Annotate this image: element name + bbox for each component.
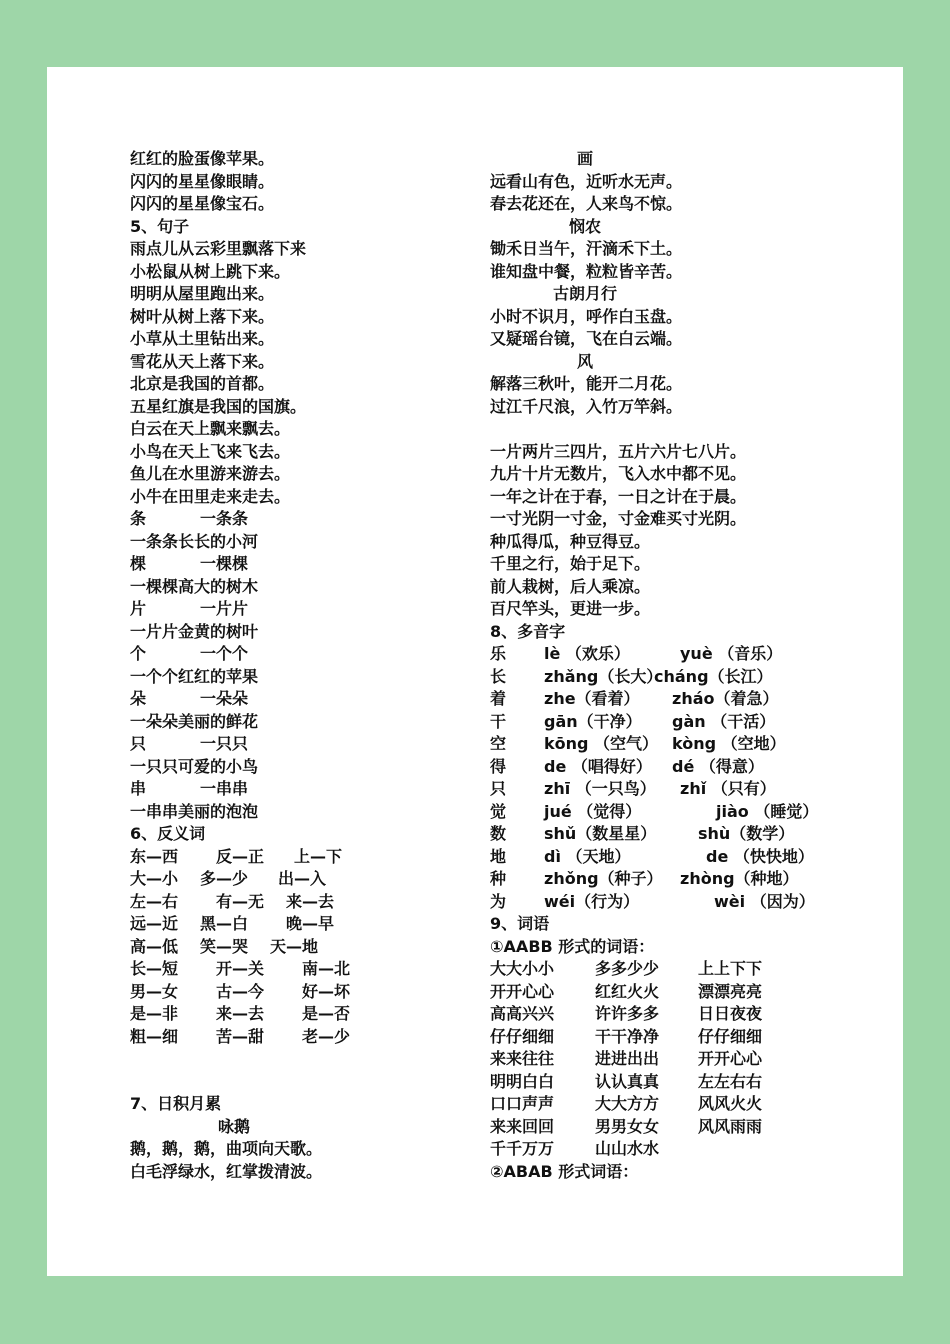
antonym-pair: 老—少 — [302, 1026, 351, 1046]
polyphone-reading: zhe（看着） — [544, 689, 640, 708]
word: 红红火火 — [595, 981, 660, 1001]
measure-repeat: 一只只 — [200, 734, 249, 753]
antonym-row — [130, 981, 470, 1004]
antonym-pair: 开—关 — [216, 959, 265, 978]
polyphone-char: 只 — [490, 779, 507, 798]
poem-line: 春去花还在，人来鸟不惊。 — [490, 194, 683, 213]
antonym-pair: 古—今 — [216, 981, 265, 1001]
antonym-pair: 大—小 — [130, 869, 179, 888]
sentence-line: 白云在天上飘来飘去。 — [130, 419, 291, 438]
polyphone-reading: zhǒng（种子） — [544, 869, 663, 888]
measure-row — [130, 553, 470, 576]
word: 进进出出 — [595, 1049, 660, 1068]
polyphone-row — [490, 666, 890, 689]
measure-repeat: 一条条 — [200, 509, 249, 528]
polyphone-row — [490, 891, 890, 914]
polyphone-char: 干 — [490, 711, 507, 731]
word-row — [490, 958, 890, 981]
measure-phrase: 一个个红红的苹果 — [130, 666, 259, 686]
polyphone-reading: de （快快地） — [706, 846, 814, 866]
poem-line: 白毛浮绿水，红掌拨清波。 — [130, 1161, 323, 1181]
word: 高高兴兴 — [490, 1004, 555, 1023]
measure-repeat: 一棵棵 — [200, 554, 249, 573]
measure-word: 条 — [130, 509, 147, 528]
word: 口口声声 — [490, 1094, 555, 1113]
measure-word: 棵 — [130, 554, 147, 573]
polyphone-row — [490, 711, 890, 734]
antonym-row — [130, 936, 470, 959]
polyphone-row — [490, 688, 890, 711]
polyphone-row — [490, 823, 890, 846]
sentence-line: 鱼儿在水里游来游去。 — [130, 464, 291, 483]
polyphone-row — [490, 643, 890, 666]
polyphone-reading: zháo（着急） — [672, 689, 779, 708]
word-row — [490, 1048, 890, 1071]
antonym-pair: 笑—哭 — [200, 936, 249, 956]
polyphone-reading: wèi （因为） — [714, 891, 815, 911]
polyphone-reading: zhī （一只鸟） — [544, 779, 656, 798]
measure-repeat: 一个个 — [200, 644, 249, 663]
poem-line: 又疑瑶台镜，飞在白云端。 — [490, 329, 683, 348]
antonym-pair: 来—去 — [286, 891, 335, 911]
polyphone-row — [490, 868, 890, 891]
measure-row — [130, 508, 470, 531]
word: 许许多多 — [595, 1004, 660, 1023]
polyphone-reading: dé （得意） — [672, 756, 764, 776]
antonym-row — [130, 891, 470, 914]
word: 开开心心 — [698, 1049, 763, 1068]
antonym-pair: 多—少 — [200, 869, 249, 888]
antonym-pair: 粗—细 — [130, 1026, 179, 1046]
poem-title-text: 风 — [576, 351, 593, 371]
word-row — [490, 1003, 890, 1026]
word: 开开心心 — [490, 981, 555, 1001]
polyphone-reading: dì （天地） — [544, 846, 631, 866]
saying-line: 百尺竿头，更进一步。 — [490, 599, 651, 618]
measure-phrase: 一串串美丽的泡泡 — [130, 801, 259, 821]
measure-word: 个 — [130, 644, 147, 663]
measure-word: 朵 — [130, 689, 147, 708]
antonym-pair: 高—低 — [130, 936, 179, 956]
section-title-sentences: 5、句子 — [130, 216, 190, 236]
right-column — [490, 148, 890, 1183]
word-row — [490, 1093, 890, 1116]
polyphone-reading: jiào （睡觉） — [716, 801, 819, 821]
subsection-title-abab: ②ABAB 形式词语： — [490, 1161, 639, 1181]
polyphone-reading: gàn （干活） — [672, 711, 776, 731]
measure-row — [130, 598, 470, 621]
poem-line: 远看山有色，近听水无声。 — [490, 171, 683, 191]
sentence-line: 小草从土里钻出来。 — [130, 329, 275, 348]
antonym-pair: 长—短 — [130, 959, 179, 978]
measure-repeat: 一朵朵 — [200, 689, 249, 708]
polyphone-reading: lè （欢乐） — [544, 644, 630, 663]
word: 千千万万 — [490, 1139, 555, 1158]
text-line: 红红的脸蛋像苹果。 — [130, 149, 275, 168]
measure-row — [130, 643, 470, 666]
sentence-line: 树叶从树上落下来。 — [130, 306, 275, 326]
polyphone-reading: kòng （空地） — [672, 734, 786, 753]
antonym-pair: 有—无 — [216, 891, 265, 911]
antonym-pair: 南—北 — [302, 959, 351, 978]
word: 日日夜夜 — [698, 1004, 763, 1023]
measure-repeat: 一串串 — [200, 779, 249, 798]
measure-word: 片 — [130, 599, 147, 618]
measure-row — [130, 688, 470, 711]
polyphone-reading: shù（数学） — [698, 824, 795, 843]
polyphone-row — [490, 733, 890, 756]
measure-phrase: 一条条长长的小河 — [130, 531, 259, 551]
saying-line: 前人栽树，后人乘凉。 — [490, 576, 651, 596]
antonym-row — [130, 868, 470, 891]
section-title-antonyms: 6、反义词 — [130, 824, 206, 843]
section-title-polyphones: 8、多音字 — [490, 621, 566, 641]
polyphone-reading: wéi（行为） — [544, 891, 640, 911]
poem-title — [490, 148, 890, 171]
polyphone-char: 种 — [490, 869, 507, 888]
antonym-pair: 男—女 — [130, 981, 179, 1001]
sentence-line: 五星红旗是我国的国旗。 — [130, 396, 307, 416]
measure-row — [130, 778, 470, 801]
polyphone-reading: de （唱得好） — [544, 756, 652, 776]
polyphone-char: 着 — [490, 689, 507, 708]
saying-line: 种瓜得瓜，种豆得豆。 — [490, 531, 651, 551]
word: 来来往往 — [490, 1049, 555, 1068]
antonym-pair: 天—地 — [270, 936, 319, 956]
word: 干干净净 — [595, 1026, 660, 1046]
sentence-line: 雨点儿从云彩里飘落下来 — [130, 239, 307, 258]
word: 来来回回 — [490, 1116, 555, 1136]
measure-phrase: 一片片金黄的树叶 — [130, 621, 259, 641]
word: 明明白白 — [490, 1071, 555, 1091]
saying-line: 一片两片三四片，五片六片七八片。 — [490, 441, 747, 461]
measure-word: 只 — [130, 734, 147, 753]
section-title-words: 9、词语 — [490, 914, 550, 933]
saying-line: 九片十片无数片，飞入水中都不见。 — [490, 464, 747, 483]
word: 大大小小 — [490, 959, 555, 978]
word-row — [490, 1026, 890, 1049]
antonym-pair: 是—非 — [130, 1004, 179, 1023]
polyphone-char: 空 — [490, 734, 507, 753]
word: 左左右右 — [698, 1071, 763, 1091]
polyphone-row — [490, 801, 890, 824]
word: 多多少少 — [595, 959, 660, 978]
antonym-pair: 东—西 — [130, 846, 179, 866]
word: 风风雨雨 — [698, 1116, 763, 1136]
section-title-accumulation: 7、日积月累 — [130, 1094, 222, 1113]
measure-row — [130, 733, 470, 756]
antonym-pair: 黑—白 — [200, 914, 249, 933]
antonym-pair: 好—坏 — [302, 981, 351, 1001]
word: 仔仔细细 — [490, 1026, 555, 1046]
poem-line: 鹅，鹅，鹅，曲项向天歌。 — [130, 1139, 323, 1158]
word-row — [490, 1138, 890, 1161]
poem-line: 解落三秋叶，能开二月花。 — [490, 374, 683, 393]
antonym-row — [130, 846, 470, 869]
polyphone-char: 为 — [490, 891, 507, 911]
poem-line: 小时不识月，呼作白玉盘。 — [490, 306, 683, 326]
polyphone-char: 地 — [490, 846, 507, 866]
word: 风风火火 — [698, 1094, 763, 1113]
word-row — [490, 1071, 890, 1094]
measure-repeat: 一片片 — [200, 599, 249, 618]
polyphone-reading: kōng （空气） — [544, 734, 659, 753]
saying-line: 千里之行，始于足下。 — [490, 554, 651, 573]
antonym-pair: 反—正 — [216, 846, 265, 866]
antonym-pair: 远—近 — [130, 914, 179, 933]
polyphone-reading: shǔ（数星星） — [544, 824, 657, 843]
word: 山山水水 — [595, 1139, 660, 1158]
poem-title-text: 悯农 — [568, 216, 601, 236]
word-row — [490, 981, 890, 1004]
text-line: 闪闪的星星像眼睛。 — [130, 171, 275, 191]
saying-line: 一寸光阴一寸金，寸金难买寸光阴。 — [490, 509, 747, 528]
polyphone-reading: yuè （音乐） — [680, 644, 783, 663]
poem-title — [130, 1116, 470, 1139]
polyphone-char: 乐 — [490, 644, 507, 663]
poem-title-text: 古朗月行 — [552, 284, 617, 303]
polyphone-reading: cháng（长江） — [654, 666, 773, 686]
sentence-line: 明明从屋里跑出来。 — [130, 284, 275, 303]
word-row — [490, 1116, 890, 1139]
word: 仔仔细细 — [698, 1026, 763, 1046]
poem-title-text: 画 — [576, 149, 593, 168]
polyphone-char: 长 — [490, 666, 507, 686]
word: 上上下下 — [698, 959, 763, 978]
polyphone-row — [490, 778, 890, 801]
poem-line: 锄禾日当午，汗滴禾下土。 — [490, 239, 683, 258]
saying-line: 一年之计在于春，一日之计在于晨。 — [490, 486, 747, 506]
sentence-line: 雪花从天上落下来。 — [130, 351, 275, 371]
poem-title-text: 咏鹅 — [218, 1116, 251, 1136]
polyphone-reading: zhòng（种地） — [680, 869, 799, 888]
sentence-line: 小鸟在天上飞来飞去。 — [130, 441, 291, 461]
poem-title — [490, 351, 890, 374]
sentence-line: 北京是我国的首都。 — [130, 374, 275, 393]
polyphone-reading: gān（干净） — [544, 711, 642, 731]
subsection-title-aabb: ①AABB 形式的词语： — [490, 936, 655, 956]
measure-phrase: 一只只可爱的小鸟 — [130, 756, 259, 776]
sentence-line: 小松鼠从树上跳下来。 — [130, 261, 291, 281]
poem-title — [490, 216, 890, 239]
sentence-line: 小牛在田里走来走去。 — [130, 486, 291, 506]
polyphone-char: 得 — [490, 756, 507, 776]
poem-line: 谁知盘中餐，粒粒皆辛苦。 — [490, 261, 683, 281]
polyphone-row — [490, 756, 890, 779]
measure-word: 串 — [130, 779, 147, 798]
antonym-pair: 晚—早 — [286, 914, 335, 933]
polyphone-reading: jué （觉得） — [544, 801, 642, 821]
antonym-pair: 左—右 — [130, 891, 179, 911]
poem-title — [490, 283, 890, 306]
antonym-pair: 来—去 — [216, 1004, 265, 1023]
word: 漂漂亮亮 — [698, 981, 763, 1001]
antonym-row — [130, 958, 470, 981]
measure-phrase: 一棵棵高大的树木 — [130, 576, 259, 596]
left-column — [130, 148, 470, 1183]
antonym-pair: 上—下 — [294, 846, 343, 866]
polyphone-row — [490, 846, 890, 869]
word: 大大方方 — [595, 1094, 660, 1113]
text-line: 闪闪的星星像宝石。 — [130, 194, 275, 213]
polyphone-reading: zhǐ （只有） — [680, 779, 776, 798]
poem-line: 过江千尺浪，入竹万竿斜。 — [490, 396, 683, 416]
polyphone-char: 觉 — [490, 801, 507, 821]
antonym-row — [130, 1003, 470, 1026]
measure-phrase: 一朵朵美丽的鲜花 — [130, 711, 259, 731]
antonym-pair: 出—入 — [278, 869, 327, 888]
antonym-pair: 苦—甜 — [216, 1026, 265, 1046]
antonym-row — [130, 913, 470, 936]
polyphone-char: 数 — [490, 824, 507, 843]
polyphone-reading: zhǎng（长大） — [544, 666, 663, 686]
word: 认认真真 — [595, 1071, 660, 1091]
antonym-pair: 是—否 — [302, 1004, 351, 1023]
word: 男男女女 — [595, 1116, 660, 1136]
antonym-row — [130, 1026, 470, 1049]
